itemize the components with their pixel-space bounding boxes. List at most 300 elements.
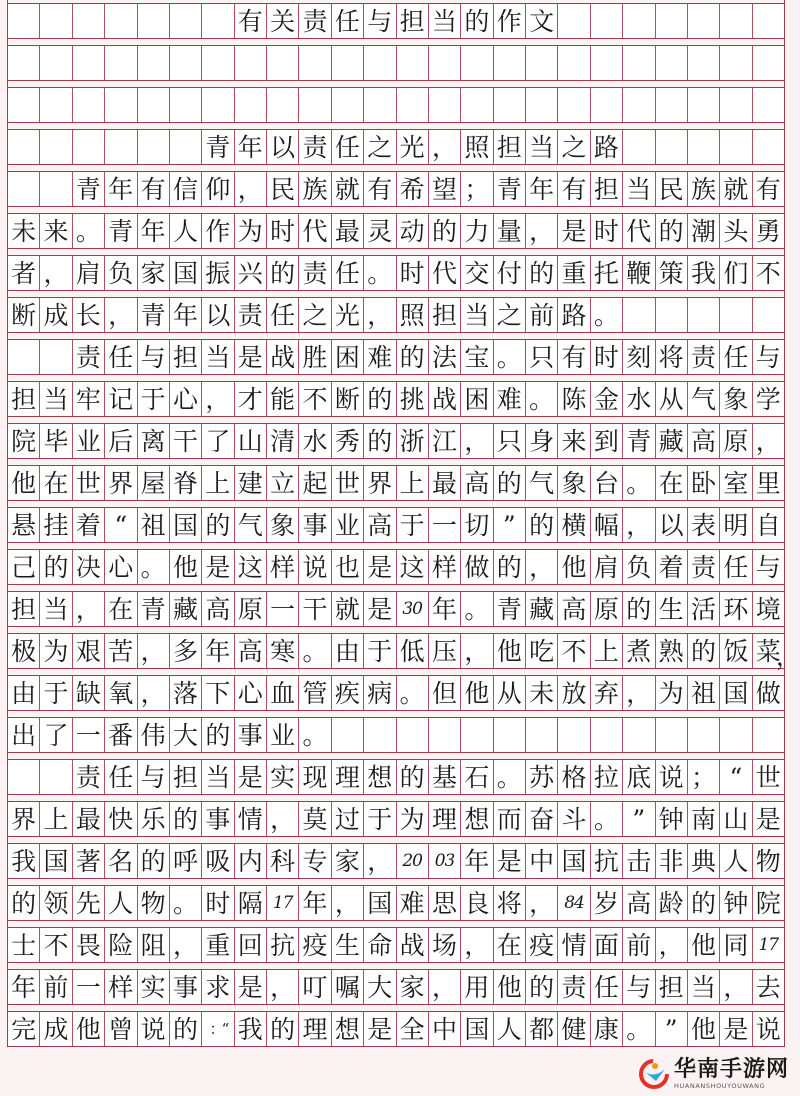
grid-cell-character: 这 [234,550,266,584]
grid-cell-character: 以 [201,298,233,332]
grid-cell-character: 斗 [557,802,589,836]
grid-cell-character: ， [428,130,460,164]
grid-cell-character: 当 [39,592,71,626]
grid-cell-character: 年 [234,130,266,164]
grid-cell-character: 17 [266,886,298,920]
grid-cell-empty [428,718,460,752]
grid-cell-character: 业 [72,424,104,458]
grid-cell-character: 干 [169,424,201,458]
grid-cell-character: 康 [590,1012,622,1046]
grid-cell-character: 断 [331,382,363,416]
grid-cell-character: 胜 [298,340,330,374]
grid-cell-character: 思 [428,886,460,920]
grid-cell-character: 由 [331,634,363,668]
grid-cell-character: 业 [331,508,363,542]
grid-cell-empty [493,88,525,122]
grid-cell-character: 任 [719,340,751,374]
grid-cell-character: ， [460,424,492,458]
grid-cell-character: 低 [396,634,428,668]
grid-cell-character: 缺 [72,676,104,710]
grid-cell-character: 任 [104,340,136,374]
grid-cell-character: 在 [493,928,525,962]
grid-cell-empty [8,46,39,80]
grid-cell-character: 典 [687,844,719,878]
grid-cell-character: 最 [331,214,363,248]
grid-cell-character: 上 [39,802,71,836]
grid-cell-character: 年 [137,214,169,248]
grid-cell-character: 命 [363,928,395,962]
grid-cell-character: 决 [72,550,104,584]
grid-cell-character: 卧 [687,466,719,500]
grid-cell-character: 。 [493,760,525,794]
grid-cell-character: 说 [137,1012,169,1046]
grid-cell-character: 。 [298,718,330,752]
grid-cell-character: ， [460,634,492,668]
grid-cell-empty [331,718,363,752]
grid-cell-empty [396,718,428,752]
grid-cell-character: 。 [298,634,330,668]
grid-cell-character: 脊 [169,466,201,500]
grid-cell-empty [752,718,784,752]
grid-cell-character: 担 [428,298,460,332]
grid-cell-empty [298,88,330,122]
grid-cell-character: 03 [428,844,460,878]
grid-cell-character: 岁 [590,886,622,920]
grid-cell-character: 落 [169,676,201,710]
grid-cell-character: 苦 [104,634,136,668]
grid-cell-character: 能 [266,382,298,416]
grid-cell-character: 仰 [201,172,233,206]
grid-cell-character: 与 [137,760,169,794]
grid-cell-character: 祖 [137,508,169,542]
grid-cell-character: 与 [752,550,784,584]
grid-cell-character: ， [752,424,784,458]
grid-cell-character: 法 [428,340,460,374]
grid-cell-character: 们 [719,256,751,290]
grid-cell-character: 任 [331,256,363,290]
grid-cell-character: 前 [525,298,557,332]
grid-cell-character: 国 [719,676,751,710]
grid-cell-character: 立 [266,466,298,500]
grid-cell-character: 任 [590,970,622,1004]
grid-row-cells [8,339,784,375]
grid-cell-empty [655,4,687,38]
grid-cell-character: 畏 [72,928,104,962]
grid-cell-character: 。 [169,886,201,920]
grid-cell-character: 我 [234,1012,266,1046]
grid-cell-character: 理 [298,1012,330,1046]
grid-cell-character: 与 [363,4,395,38]
grid-cell-character: 的 [363,424,395,458]
grid-cell-character: 责 [234,298,266,332]
grid-cell-character: 伟 [137,718,169,752]
grid-cell-character: ， [137,676,169,710]
grid-cell-character: 的 [169,802,201,836]
grid-cell-character: 求 [201,970,233,1004]
grid-cell-character: ， [363,844,395,878]
grid-cell-character: 年 [525,172,557,206]
grid-row [8,921,784,963]
grid-cell-character: 事 [201,802,233,836]
grid-cell-character: ， [655,928,687,962]
grid-cell-empty [557,718,589,752]
grid-cell-empty [234,46,266,80]
grid-cell-character: 重 [201,928,233,962]
grid-cell-character: 抗 [266,928,298,962]
grid-cell-character: ， [39,256,71,290]
grid-cell-character: 高 [363,508,395,542]
grid-cell-character: 一 [72,718,104,752]
grid-row [8,39,784,81]
grid-cell-character: 家 [137,256,169,290]
grid-cell-empty [298,46,330,80]
grid-cell-empty [363,718,395,752]
grid-cell-character: 全 [396,1012,428,1046]
grid-cell-character: 高 [687,424,719,458]
grid-cell-empty [525,718,557,752]
grid-cell-character: 不 [557,634,589,668]
grid-cell-character: 的 [525,256,557,290]
grid-cell-character: ， [137,634,169,668]
grid-cell-character: 任 [331,130,363,164]
grid-cell-character: 任 [104,760,136,794]
grid-cell-character: 压 [428,634,460,668]
grid-cell-character: 者 [11,258,37,288]
grid-cell-character: 当 [39,382,71,416]
grid-cell-character: 困 [460,382,492,416]
grid-cell-empty [525,46,557,80]
grid-cell-character: 于 [363,634,395,668]
grid-cell-character: 由 [11,678,37,708]
grid-cell-empty [655,718,687,752]
grid-cell-character: 著 [72,844,104,878]
grid-cell-character: “ [719,760,751,794]
grid-cell-character: ” [655,1012,687,1046]
grid-cell-character: 上 [201,466,233,500]
grid-cell-character: 勇 [752,214,784,248]
grid-row [8,963,784,1005]
grid-cell-character: 底 [622,760,654,794]
grid-cell-character: 希 [396,172,428,206]
grid-cell-character: 鞭 [622,256,654,290]
grid-row [8,333,784,375]
grid-cell-character: 族 [687,172,719,206]
grid-cell-character: ， [622,676,654,710]
grid-cell-character: 是 [234,970,266,1004]
grid-cell-character: 陈 [557,382,589,416]
grid-cell-character: 险 [104,928,136,962]
grid-cell-empty [234,88,266,122]
grid-cell-empty [655,130,687,164]
grid-row-cells [8,801,784,837]
grid-cell-character: ； [460,172,492,206]
grid-cell-character: 时 [590,214,622,248]
grid-cell-character: 是 [493,844,525,878]
grid-row-cells [8,885,784,921]
grid-cell-character: 肩 [72,256,104,290]
grid-cell-character: 事 [298,508,330,542]
grid-cell-empty [266,88,298,122]
grid-row [8,123,784,165]
grid-cell-character: 说 [655,760,687,794]
grid-cell-character: 他 [169,550,201,584]
grid-cell-character: 肩 [590,550,622,584]
grid-cell-empty [752,46,784,80]
grid-row-cells [8,465,784,501]
grid-cell-character: 于 [39,676,71,710]
grid-row [8,375,784,417]
grid-cell-character: 浙 [396,424,428,458]
grid-cell-character: 记 [104,382,136,416]
grid-cell-character: 样 [104,970,136,1004]
grid-cell-character: 是 [363,592,395,626]
grid-cell-character: 身 [525,424,557,458]
grid-cell-character: 悬 [11,510,37,540]
grid-cell-character: 氧 [104,676,136,710]
grid-row-cells [8,381,784,417]
grid-cell-character: 17 [752,928,784,962]
grid-row-cells [8,717,784,753]
grid-cell-empty [719,88,751,122]
grid-cell-character: 青 [104,214,136,248]
grid-cell-empty [460,88,492,122]
grid-cell-empty [655,88,687,122]
grid-cell-empty [104,4,136,38]
grid-cell-character: 生 [331,928,363,962]
grid-cell-empty [493,46,525,80]
grid-cell-character: 的 [201,508,233,542]
grid-cell-character: 奋 [525,802,557,836]
grid-cell-character: 量 [493,214,525,248]
grid-cell-character: 有 [557,340,589,374]
grid-cell-character: 物 [137,886,169,920]
grid-cell-character: 任 [266,298,298,332]
grid-cell-character: 。 [72,214,104,248]
grid-cell-empty [39,760,71,794]
grid-cell-character: 以 [266,130,298,164]
grid-cell-empty [363,88,395,122]
grid-cell-character: 弃 [590,676,622,710]
grid-cell-character: 的 [687,634,719,668]
grid-cell-character: 时 [201,886,233,920]
grid-cell-character: 的 [266,256,298,290]
grid-row [8,585,784,627]
grid-cell-character: 物 [752,844,784,878]
grid-cell-character: 原 [234,592,266,626]
grid-cell-empty [201,4,233,38]
grid-cell-character: 吸 [201,844,233,878]
grid-cell-character: 。 [622,1012,654,1046]
grid-cell-character: 己 [11,552,37,582]
grid-cell-character: 之 [493,298,525,332]
grid-cell-character: 难 [363,340,395,374]
grid-cell-character: 名 [104,844,136,878]
grid-cell-character: 照 [460,130,492,164]
grid-cell-character: 国 [39,844,71,878]
grid-cell-character: 担 [169,760,201,794]
grid-cell-character: 世 [72,466,104,500]
grid-cell-empty [72,130,104,164]
grid-cell-character: 国 [169,256,201,290]
grid-cell-character: 明 [719,508,751,542]
grid-cell-character: 我 [11,846,37,876]
grid-row-cells [8,297,784,333]
grid-cell-character: 都 [525,1012,557,1046]
grid-cell-character: 着 [72,508,104,542]
grid-row-cells [8,3,784,39]
grid-cell-character: 山 [234,424,266,458]
grid-cell-character: 望 [428,172,460,206]
grid-cell-character: 他 [460,676,492,710]
grid-row-cells [8,759,784,795]
grid-cell-character: 负 [622,550,654,584]
grid-cell-character: 才 [234,382,266,416]
grid-cell-character: 做 [460,550,492,584]
grid-cell-character: 象 [266,508,298,542]
grid-cell-character: 国 [557,844,589,878]
grid-cell-character: 后 [104,424,136,458]
grid-cell-character: 是 [719,1012,751,1046]
grid-cell-character: 青 [137,298,169,332]
grid-cell-character: 管 [298,676,330,710]
grid-cell-character: 路 [557,298,589,332]
grid-cell-empty [104,88,136,122]
grid-cell-character: 科 [266,844,298,878]
grid-cell-empty [39,340,71,374]
grid-cell-character: 挑 [396,382,428,416]
grid-row [8,627,800,671]
grid-cell-character: 清 [266,424,298,458]
grid-cell-character: ， [525,550,557,584]
grid-cell-character: 他 [493,970,525,1004]
grid-cell-character: 一 [428,508,460,542]
grid-cell-character: 事 [169,970,201,1004]
grid-cell-character: 为 [234,214,266,248]
grid-cell-character: 祖 [687,676,719,710]
grid-cell-character: 来 [39,214,71,248]
grid-cell-character: 有 [557,172,589,206]
grid-cell-character: 责 [298,4,330,38]
grid-cell-character: 乐 [137,802,169,836]
grid-cell-character: 刻 [622,340,654,374]
grid-cell-empty [622,130,654,164]
grid-row-cells [8,129,784,165]
grid-cell-character: 路 [590,130,622,164]
grid-cell-character: 。 [493,340,525,374]
grid-cell-empty [687,4,719,38]
grid-cell-character: 。 [137,550,169,584]
grid-cell-character: 最 [428,466,460,500]
grid-cell-character: 横 [557,508,589,542]
grid-cell-character: 金 [590,382,622,416]
grid-cell-character: 快 [104,802,136,836]
grid-cell-character: 当 [622,172,654,206]
grid-cell-character: 南 [687,802,719,836]
grid-row [8,165,784,207]
grid-cell-character: 心 [169,382,201,416]
grid-cell-character: ， [525,886,557,920]
grid-cell-character: 同 [719,928,751,962]
grid-cell-character: 有 [234,4,266,38]
grid-cell-empty [719,718,751,752]
grid-cell-character: 龄 [655,886,687,920]
grid-cell-empty [719,46,751,80]
grid-cell-character: 的 [460,4,492,38]
grid-cell-character: 的 [622,592,654,626]
grid-cell-character: 。 [525,382,557,416]
grid-cell-character: 拉 [590,760,622,794]
grid-cell-character: ， [622,508,654,542]
grid-cell-character: 在 [104,592,136,626]
grid-cell-character: 先 [72,886,104,920]
grid-cell-character: 水 [298,424,330,458]
grid-cell-character: 年 [104,172,136,206]
grid-cell-character: 年 [460,844,492,878]
grid-cell-empty [590,718,622,752]
grid-cell-character: 自 [752,508,784,542]
grid-cell-empty [752,88,784,122]
grid-cell-empty [687,88,719,122]
grid-cell-empty [8,4,39,38]
grid-cell-character: ， [331,886,363,920]
grid-cell-character: ， [266,970,298,1004]
grid-cell-character: 的 [493,466,525,500]
grid-cell-character: 为 [655,676,687,710]
grid-cell-empty [169,4,201,38]
grid-cell-character: 前 [39,970,71,1004]
grid-cell-character: 担 [169,340,201,374]
grid-cell-empty [137,88,169,122]
grid-cell-character: 极 [11,636,37,666]
grid-cell-character: 屋 [137,466,169,500]
grid-cell-character: 来 [557,424,589,458]
grid-cell-character: 担 [655,970,687,1004]
manuscript-grid-paper [7,0,800,1047]
grid-cell-character: 付 [493,256,525,290]
grid-cell-character: 当 [460,298,492,332]
grid-row [8,711,784,753]
grid-cell-character: 莫 [298,802,330,836]
grid-cell-character: 钟 [655,802,687,836]
grid-cell-character: 大 [363,970,395,1004]
grid-cell-character: 成 [39,1012,71,1046]
grid-cell-character: 的 [363,382,395,416]
grid-cell-character: 室 [719,466,751,500]
grid-cell-character: 菜 [752,634,784,668]
grid-cell-character: 现 [298,760,330,794]
grid-cell-character: 钟 [719,886,751,920]
grid-cell-character: 从 [655,382,687,416]
grid-cell-character: 。 [590,298,622,332]
grid-cell-character: 寒 [266,634,298,668]
grid-cell-character: 煮 [622,634,654,668]
grid-cell-character: 疫 [298,928,330,962]
grid-cell-character: 心 [104,550,136,584]
grid-cell-character: 象 [719,382,751,416]
grid-cell-character: 民 [655,172,687,206]
grid-cell-character: 长 [72,298,104,332]
grid-cell-character: 里 [752,466,784,500]
grid-cell-character: 做 [752,676,784,710]
grid-cell-character: 责 [687,340,719,374]
grid-cell-character: 的 [687,886,719,920]
grid-cell-empty [331,46,363,80]
grid-cell-character: 当 [201,760,233,794]
grid-cell-empty [137,4,169,38]
grid-cell-character: ：“ [201,1012,233,1046]
grid-row-cells [8,213,784,249]
grid-cell-character: 力 [460,214,492,248]
